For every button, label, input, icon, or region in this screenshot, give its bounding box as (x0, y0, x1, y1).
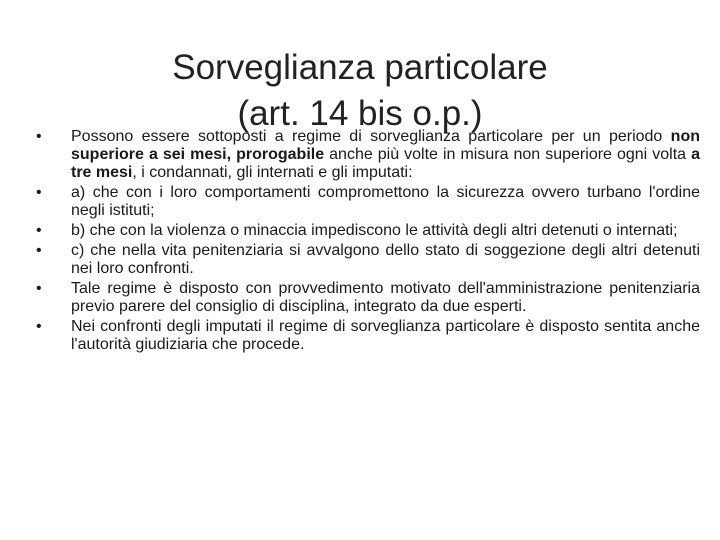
bullet-dot-icon: • (36, 242, 42, 259)
bullet-dot-icon: • (36, 222, 42, 239)
bullet-item-4 (36, 242, 700, 278)
bullet-1-text (71, 128, 700, 181)
bullet-item-5 (36, 280, 700, 316)
title-line-1: Sorveglianza particolare (172, 48, 548, 88)
bullet-1-part-3: , i condannati, gli internati e gli imputati: (132, 164, 413, 181)
bullet-dot-icon: • (36, 128, 42, 145)
bullet-6-text: Nei confronti degli imputati il regime di sorveglianza particolare è disposto sentita anche l'autorità giudiziaria che procede. (71, 318, 700, 353)
bullet-item-1 (36, 128, 700, 182)
bullet-1-bold-1: non superiore a sei mesi, prorogabile (71, 128, 700, 163)
bullet-list (36, 128, 700, 356)
bullet-4-text: c) che nella vita penitenziaria si avvalgono dello stato di soggezione degli altri detenuti nei loro confronti. (71, 242, 700, 277)
bullet-3-text: b) che con la violenza o minaccia impediscono le attività degli altri detenuti o internati; (71, 222, 678, 239)
bullet-item-3 (36, 222, 700, 240)
bullet-item-2 (36, 184, 700, 220)
bullet-dot-icon: • (36, 318, 42, 335)
bullet-1-part-2: anche più volte in misura non superiore ogni volta (324, 146, 692, 163)
bullet-1-bold-2: a tre mesi (71, 146, 700, 181)
bullet-item-6 (36, 318, 700, 354)
bullet-5-text: Tale regime è disposto con provvedimento motivato dell'amministrazione penitenziaria previo parere del consiglio di disciplina, integrato da due esperti. (71, 280, 700, 315)
bullet-1-part-1: Possono essere sottoposti a regime di sorveglianza particolare per un periodo (71, 128, 671, 145)
bullet-dot-icon: • (36, 280, 42, 297)
title-line-2: (art. 14 bis o.p.) (237, 93, 483, 133)
bullet-dot-icon: • (36, 184, 42, 201)
slide-title (60, 45, 660, 136)
bullet-2-text: a) che con i loro comportamenti compromettono la sicurezza ovvero turbano l'ordine negli istituti; (71, 184, 700, 219)
